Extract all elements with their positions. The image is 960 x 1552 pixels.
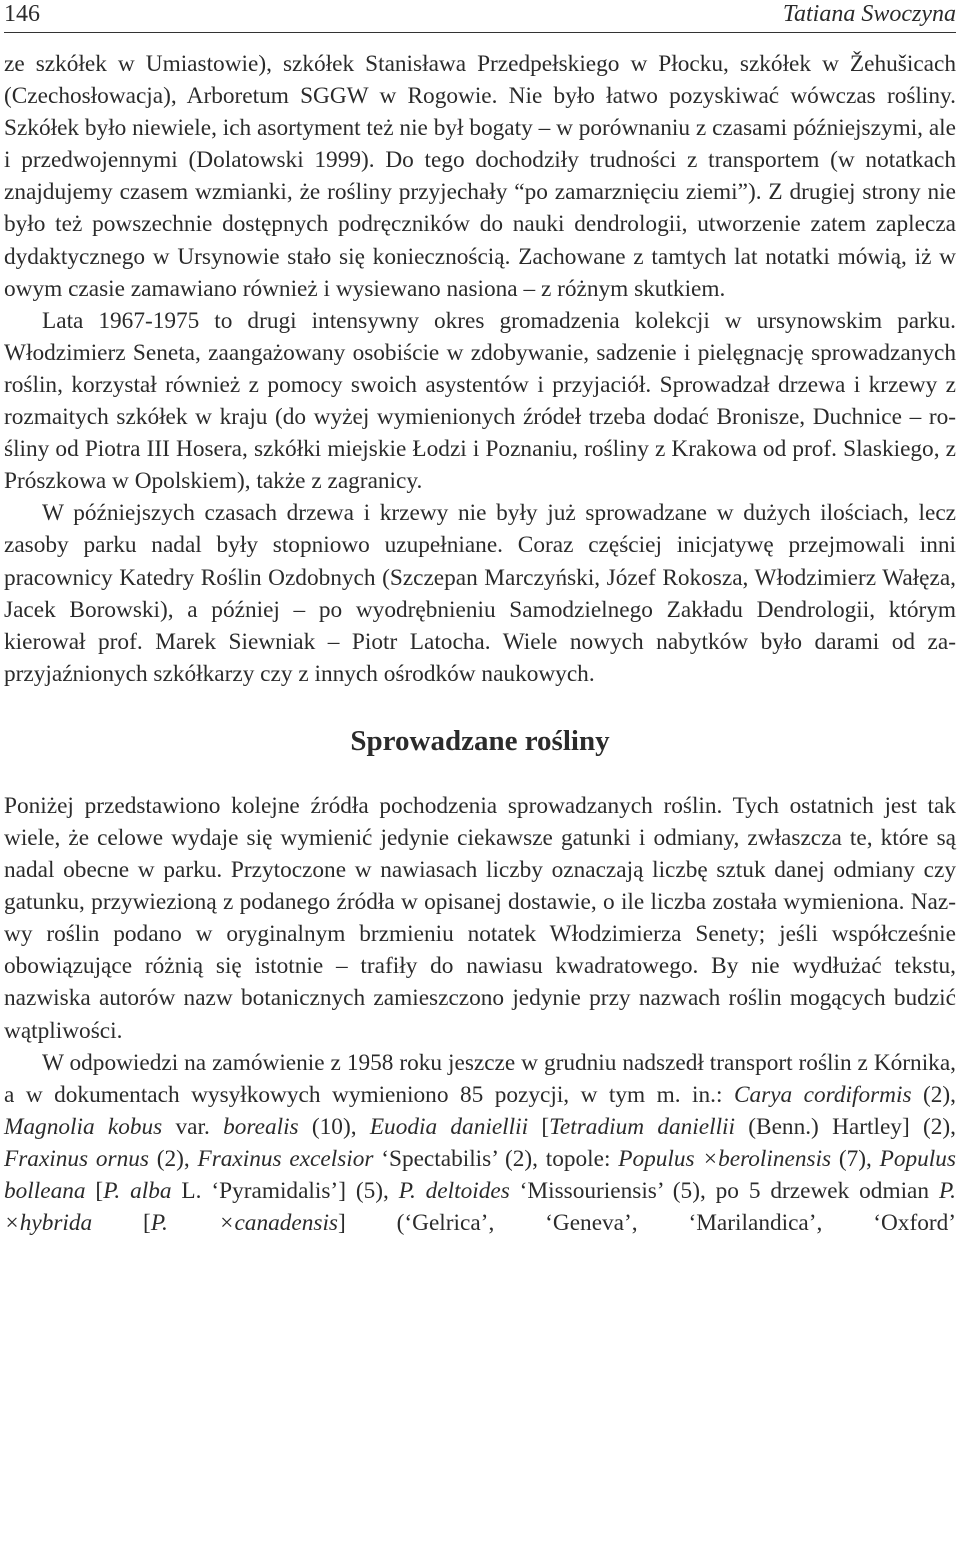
- text-run: W odpowiedzi na zamówienie z 1958 roku jeszcze w grudniu nadszedł transport roślin z Kórnika, a w dokumentach wysyłkowych wymieniono 85 pozycji, w tym m. in.:: [4, 1049, 956, 1108]
- species-name: Fraxinus excelsior: [197, 1145, 374, 1172]
- species-name: Fraxinus ornus: [4, 1145, 149, 1172]
- text-run: [: [528, 1113, 550, 1140]
- section-heading: Sprowadzane rośliny: [350, 724, 610, 757]
- text-run: (2),: [911, 1081, 956, 1108]
- text-run: var.: [162, 1113, 224, 1140]
- species-name: Carya cordiformis: [733, 1081, 912, 1108]
- species-name: Euodia daniellii: [369, 1113, 529, 1140]
- text-run: (Benn.) Hartley] (2),: [735, 1113, 956, 1140]
- species-name: P. alba: [103, 1178, 172, 1204]
- species-name: Populus bolleana: [4, 1145, 956, 1204]
- paragraph: ze szkółek w Umiastowie), szkółek Stanisława Przedpełskiego w Płocku, szkółek w Žehušicach (Czechosłowacja), Arboretum SGGW w Rogowie. Nie było łatwo pozyskiwać wówczas rośliny. Szkółek było niewiele, ich asortyment też nie był bogaty – w porównaniu z czasami późniejszymi, ale i przedwojennymi (Dolatowski 1999). Do tego dochodziły trudności z transportem (w notatkach znajdujemy czasem wzmianki, że rośliny przyjechały “po zamarznięciu ziemi”). Z drugiej strony nie było też powszechnie dostępnych podręczników do nauki dendrologii, utworzenie zatem zaplecza dydaktycznego w Ursynowie stało się koniecznością. Zachowane z tamtych lat notatki mówią, iż w owym czasie zamawiano również i wysiewano nasiona – z różnym skutkiem.: [4, 51, 956, 302]
- paragraph-species-list: [4, 1047, 956, 1240]
- running-header: [4, 0, 956, 33]
- species-name: Tetradium daniellii: [549, 1113, 735, 1140]
- page-body: [4, 48, 956, 1239]
- paragraph: Lata 1967-1975 to drugi intensywny okres gromadzenia kolekcji w ursynowskim parku. Włodzimierz Seneta, zaangażowany osobiście w zdobywanie, sadzenie i pielęgnację sprowadzanych roślin, korzystał również z pomocy swoich asystentów i przyjaciół. Sprowadzał drzewa i krzewy z rozmaitych szkółek w kraju (do wyżej wymienionych źródeł trzeba dodać Bronisze, Duchnice – rośliny od Piotra III Hosera, szkółki miejskie Łodzi i Poznaniu, rośliny z Krakowa od prof. Slaskiego, z Prószkowa w Opolskiem), także z zagranicy.: [4, 307, 956, 495]
- paragraph: Poniżej przedstawiono kolejne źródła pochodzenia sprowadzanych roślin. Tych ostatnich jest tak wiele, że celowe wydaje się wymienić jedynie ciekawsze gatunki i odmiany, zwłaszcza te, które są nadal obecne w parku. Przytoczone w nawiasach liczby oznaczają liczbę sztuk danej odmiany czy gatunku, przywiezioną z podanego źródła w opisanej dostawie, o ile liczba została wymieniona. Nazwy roślin podano w oryginalnym brzmieniu notatek Włodzimierza Senety; jeśli współcześnie obowiązujące różnią się istotnie – trafiły do nawiasu kwadratowego. By nie wydłużać tekstu, nazwiska autorów nazw botanicznych zamieszczono jedynie przy nazwach roślin mogących budzić wątpliwości.: [4, 792, 956, 1044]
- text-run: ‘Missouriensis’ (5), po 5 drzewek odmian: [509, 1178, 939, 1204]
- text-run: L. ‘Pyramidalis’] (5),: [171, 1178, 399, 1204]
- text-run: ‘Spectabilis’ (2), topole:: [373, 1145, 619, 1172]
- text-run: (10),: [298, 1113, 370, 1140]
- species-name: P. ×hybrida: [4, 1178, 956, 1237]
- species-name: P. ×canadensis: [150, 1210, 338, 1237]
- paragraph: W późniejszych czasach drzewa i krzewy nie były już sprowadzane w dużych ilościach, lecz zasoby parku nadal były stopniowo uzupełniane. Coraz częściej inicjatywę przejmowali inni pracownicy Katedry Roślin Ozdobnych (Szczepan Marczyński, Józef Rokosza, Włodzimierz Wałęza, Jacek Borowski), a później – po wyodrębnieniu Samodzielnego Zakładu Dendrologii, którym kierował prof. Marek Siewniak – Piotr Latocha. Wiele nowych nabytków było darami od zaprzyjaźnionych szkółkarzy czy z innych ośrodków naukowych.: [4, 500, 956, 687]
- text-run: (7),: [831, 1145, 880, 1172]
- species-name: Populus ×berolinensis: [618, 1145, 832, 1172]
- text-run: [: [92, 1210, 151, 1237]
- species-name: Magnolia kobus: [4, 1113, 163, 1140]
- species-name: borealis: [223, 1113, 299, 1140]
- species-name: P. deltoides: [398, 1178, 510, 1204]
- text-run: (2),: [148, 1145, 198, 1172]
- running-author: Tatiana Swoczyna: [782, 1, 956, 27]
- page-number: 146: [4, 1, 40, 27]
- text-run: [: [85, 1178, 104, 1204]
- text-run: ] (‘Gelrica’, ‘Geneva’, ‘Marilandica’, ‘Oxford’: [338, 1210, 957, 1237]
